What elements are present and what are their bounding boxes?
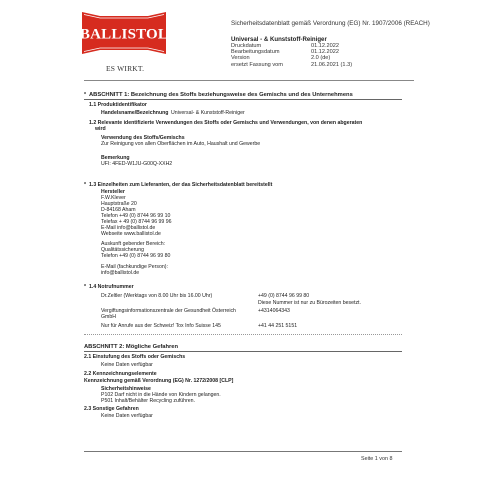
s23-heading: 2.3 Sonstige Gefahren	[84, 406, 139, 412]
clp-heading: Kennzeichnung gemäß Verordnung (EG) Nr. 1272/2008 [CLP]	[84, 378, 234, 384]
page-number: Seite 1 von 8	[361, 456, 393, 462]
emergency-row-left: Nur für Anrufe aus der Schweiz! Tox Info Suisse 145	[101, 323, 221, 329]
expert-email: info@ballistol.de	[101, 270, 140, 276]
emergency-row-right: +41 44 251 5151	[258, 323, 298, 329]
s23-value: Keine Daten verfügbar	[101, 413, 153, 419]
svg-text:BALLISTOL: BALLISTOL	[80, 26, 168, 43]
emergency-row-left: Vergiftungsinformationszentrale der Gesundheit Österreich	[101, 308, 236, 314]
manufacturer-email: E-Mail info@ballistol.de	[101, 225, 156, 231]
ballistol-logo	[80, 10, 168, 56]
s12-heading: 1.2 Relevante identifizierte Verwendungen des Stoffs oder Gemischs und Verwendungen, von denen abgeraten	[89, 120, 363, 126]
s11-label: Handelsname/Bezeichnung	[101, 110, 169, 116]
section-separator	[84, 334, 402, 335]
manufacturer-city: D-84168 Aham	[101, 207, 136, 213]
s12-remark-value: UFI: 4FED-W1JU-G00Q-XXH2	[101, 161, 173, 167]
s21-heading: 2.1 Einstufung des Stoffs oder Gemischs	[84, 354, 186, 360]
emergency-row-right: +49 (0) 8744 96 99 80	[258, 293, 310, 299]
s11-value: Universal- & Kunststoff-Reiniger	[171, 110, 245, 116]
emergency-row-left: GmbH	[101, 314, 116, 320]
emergency-row-right: +4314064343	[258, 308, 290, 314]
meta-label: Version	[231, 55, 250, 62]
meta-value: 01.12.2022	[311, 49, 339, 56]
safety-label: Sicherheitshinweise	[101, 386, 151, 392]
manufacturer-name: F.W.Klever	[101, 195, 126, 201]
s11-heading: 1.1 Produktidentifikator	[89, 102, 147, 108]
s22-heading: 2.2 Kennzeichnungselemente	[84, 371, 157, 377]
meta-value: 01.12.2022	[311, 43, 339, 49]
emergency-row-left: Dr.Zeltler (Werktags von 8.00 Uhr bis 16.00 Uhr)	[101, 293, 213, 299]
s12-remark-label: Bemerkung	[101, 155, 130, 161]
manufacturer-fax: Telefax + 49 (0) 8744 96 99 96	[101, 219, 172, 225]
meta-value: 21.06.2021 (1.3)	[311, 61, 353, 68]
s21-value: Keine Daten verfügbar	[101, 362, 153, 368]
s12-use-value: Zur Reinigung von allen Oberflächen im Auto, Haushalt und Gewerbe	[101, 141, 261, 147]
expert-email-label: E-Mail (fachkundige Person):	[101, 264, 168, 270]
s13-heading: 1.3 Einzelheiten zum Lieferanten, der das Sicherheitsdatenblatt bereitstellt	[89, 182, 273, 188]
document-meta	[231, 43, 352, 68]
document-title: Sicherheitsdatenblatt gemäß Verordnung (EG) Nr. 1907/2006 (REACH)	[231, 20, 430, 27]
s14-heading: 1.4 Notrufnummer	[89, 284, 134, 290]
s13-marker: *	[84, 182, 87, 188]
section1-marker: *	[84, 92, 87, 98]
manufacturer-label: Hersteller	[101, 189, 125, 195]
section2-rule	[84, 351, 402, 352]
header-divider	[84, 80, 414, 81]
safety-statement: P501 Inhalt/Behälter Recycling zuführen.	[101, 398, 196, 404]
manufacturer-website: Webseite www.ballistol.de	[101, 231, 161, 237]
s12-heading-cont: wird	[95, 126, 106, 132]
meta-value: 2.0 (de)	[311, 55, 331, 62]
section2-title: ABSCHNITT 2: Mögliche Gefahren	[84, 344, 179, 350]
meta-label: ersetzt Fassung vom	[231, 61, 283, 68]
manufacturer-street: Hauptstraße 20	[101, 201, 137, 207]
info-dept-label: Auskunft gebender Bereich:	[101, 241, 166, 247]
s14-marker: *	[84, 284, 87, 290]
manufacturer-phone: Telefon +49 (0) 8744 96 99 10	[101, 213, 171, 219]
logo-tagline: ES WIRKT.	[106, 64, 145, 73]
product-name: Universal - & Kunststoff-Reiniger	[231, 36, 327, 43]
emergency-row-note: Diese Nummer ist nur zu Bürozeiten besetzt.	[258, 300, 361, 306]
section1-rule	[84, 99, 402, 100]
s12-use-label: Verwendung des Stoffs/Gemischs	[101, 135, 185, 141]
meta-label: Bearbeitungsdatum	[231, 49, 280, 56]
section1-title: ABSCHNITT 1: Bezeichnung des Stoffs beziehungsweise des Gemischs und des Unternehmens	[89, 91, 353, 98]
meta-label: Druckdatum	[231, 43, 262, 49]
info-dept-phone: Telefon +49 (0) 8744 96 99 80	[101, 253, 171, 259]
safety-statement: P102 Darf nicht in die Hände von Kindern gelangen.	[101, 392, 221, 398]
info-dept-name: Qualitätssicherung	[101, 247, 144, 253]
footer-divider	[84, 451, 402, 452]
